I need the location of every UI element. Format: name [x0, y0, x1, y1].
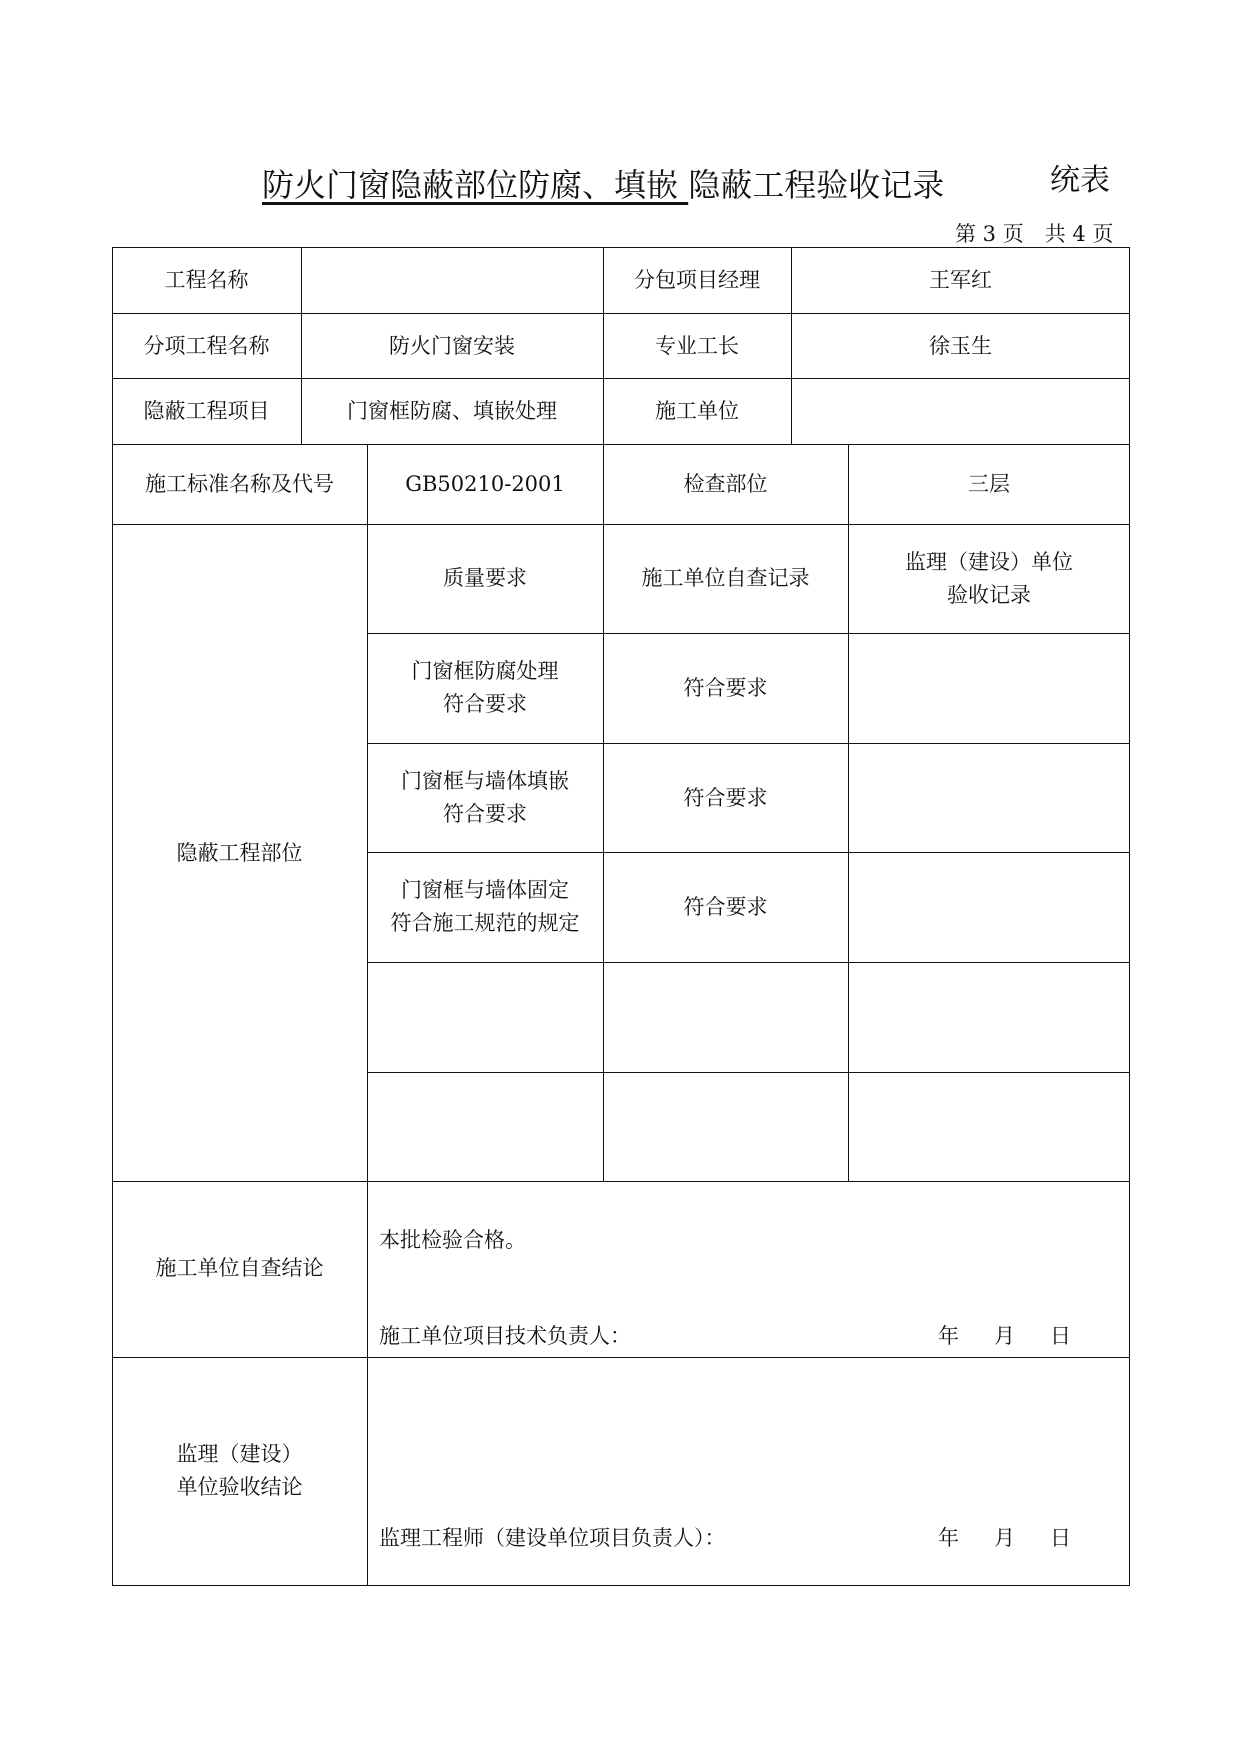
col-supervision-header-line2: 验收记录: [947, 583, 1031, 607]
row-divider: [367, 1072, 1130, 1073]
requirement-line2: 符合施工规范的规定: [390, 911, 580, 935]
standard-label: 施工标准名称及代号: [145, 472, 334, 496]
title-underlined: 防火门窗隐蔽部位防腐、填嵌: [262, 166, 689, 204]
standard-value[interactable]: GB50210-2001: [405, 472, 565, 496]
supervision-conclusion-signer: 监理工程师（建设单位项目负责人）：: [379, 1526, 726, 1550]
project-name-label: 工程名称: [164, 268, 249, 292]
requirement-line1: 门窗框防腐处理: [411, 659, 559, 683]
subitem-label: 分项工程名称: [143, 334, 270, 358]
row-divider: [367, 962, 1130, 963]
check-part-value[interactable]: 三层: [968, 472, 1010, 496]
row-divider: [367, 633, 1130, 634]
col-quality-header: 质量要求: [443, 566, 527, 590]
hidden-item-label: 隐蔽工程项目: [143, 399, 270, 423]
row-divider: [112, 378, 1130, 379]
row-divider: [112, 1357, 1130, 1358]
requirement-line1: 门窗框与墙体填嵌: [401, 769, 569, 793]
hidden-item-value[interactable]: 门窗框防腐、填嵌处理: [347, 399, 557, 423]
page-info: 第 3 页 共 4 页: [955, 222, 1114, 246]
date-year: 年: [938, 1324, 959, 1348]
page-title: [262, 160, 944, 206]
self-check-record[interactable]: 符合要求: [683, 786, 768, 810]
date-day: 日: [1050, 1526, 1071, 1550]
sub-pm-value[interactable]: 王军红: [929, 268, 992, 292]
requirement-line1: 门窗框与墙体固定: [401, 878, 569, 902]
subitem-value[interactable]: 防火门窗安装: [389, 334, 515, 358]
row-divider: [367, 852, 1130, 853]
col-divider: [367, 444, 368, 1586]
foreman-value[interactable]: 徐玉生: [929, 334, 992, 358]
supervision-conclusion-label-line1: 监理（建设）: [176, 1442, 303, 1466]
date-month: 月: [994, 1526, 1015, 1550]
requirement-line2: 符合要求: [443, 802, 527, 826]
self-check-record[interactable]: 符合要求: [683, 895, 768, 919]
foreman-label: 专业工长: [655, 334, 739, 358]
self-conclusion-label: 施工单位自查结论: [155, 1256, 324, 1280]
title-tag: 统表: [1050, 163, 1110, 198]
self-conclusion-signer: 施工单位项目技术负责人：: [379, 1324, 631, 1348]
construction-unit-label: 施工单位: [655, 399, 739, 423]
col-supervision-header-line1: 监理（建设）单位: [905, 550, 1073, 574]
date-month: 月: [994, 1324, 1015, 1348]
requirement-line2: 符合要求: [443, 692, 527, 716]
row-divider: [112, 444, 1130, 445]
row-divider: [112, 1181, 1130, 1182]
date-day: 日: [1050, 1324, 1071, 1348]
check-part-label: 检查部位: [683, 472, 768, 496]
row-divider: [112, 524, 1130, 525]
title-rest: 隐蔽工程验收记录: [688, 166, 945, 204]
row-divider: [367, 743, 1130, 744]
col-divider: [603, 247, 604, 1181]
sub-pm-label: 分包项目经理: [634, 268, 760, 292]
date-year: 年: [938, 1526, 959, 1550]
row-divider: [112, 313, 1130, 314]
col-self-check-header: 施工单位自查记录: [641, 566, 810, 590]
self-conclusion-text[interactable]: 本批检验合格。: [379, 1228, 526, 1252]
supervision-conclusion-label-line2: 单位验收结论: [176, 1475, 303, 1499]
self-check-record[interactable]: 符合要求: [683, 676, 768, 700]
hidden-part-section-label: 隐蔽工程部位: [176, 841, 303, 865]
